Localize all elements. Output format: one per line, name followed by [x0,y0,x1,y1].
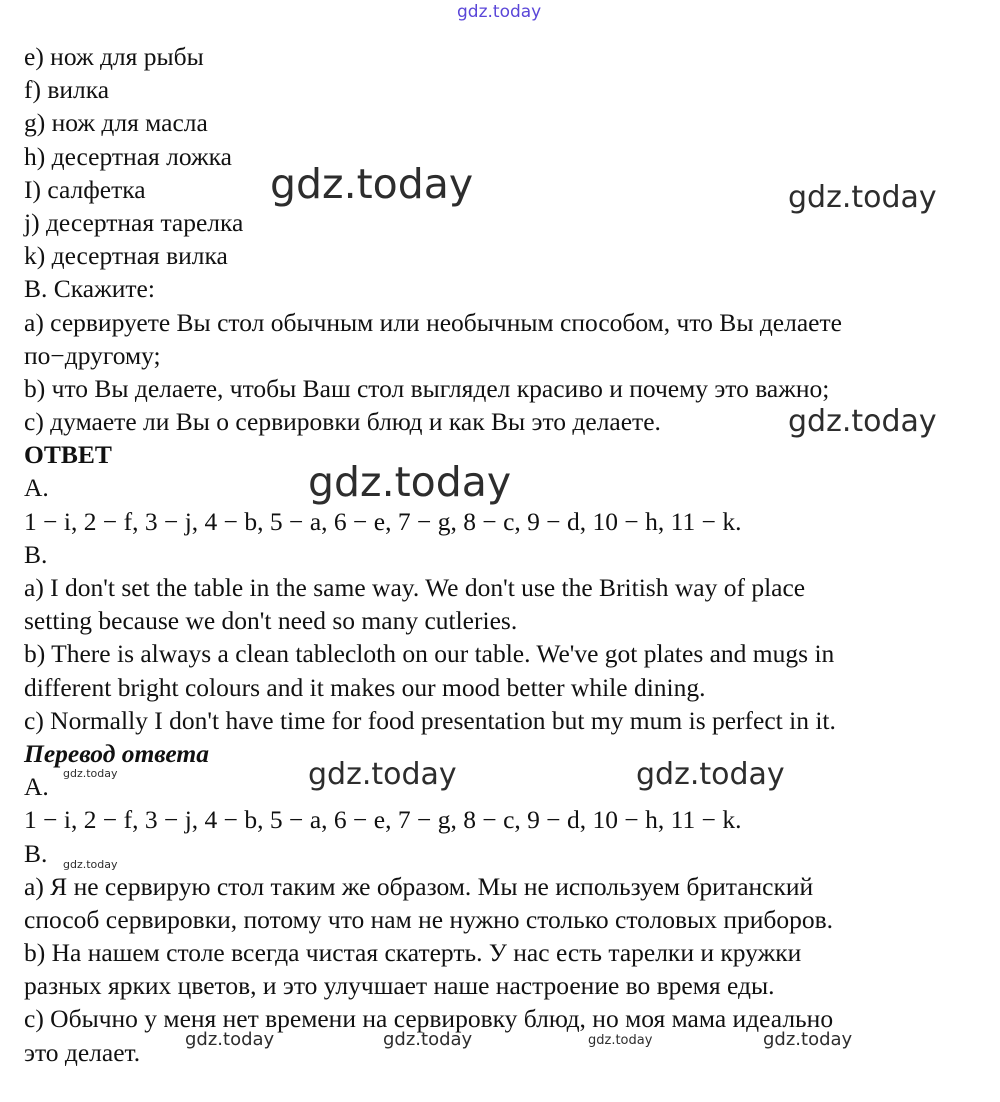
watermark: gdz.today [185,1029,275,1050]
text-line: разных ярких цветов, и это улучшает наше настроение во время еды. [24,971,775,1001]
section-heading: ОТВЕТ [24,440,112,470]
text-line: A. [24,473,49,503]
watermark: gdz.today [63,858,118,871]
watermark: gdz.today [636,757,785,792]
watermark: gdz.today [383,1029,473,1050]
text-line: f) вилка [24,75,110,105]
text-line: а) сервируете Вы стол обычным или необычным способом, что Вы делаете [24,307,842,337]
text-line: different bright colours and it makes our mood better while dining. [24,672,706,702]
watermark: gdz.today [63,767,118,780]
text-line: setting because we don't need so many cutleries. [24,606,518,636]
text-line: c) думаете ли Вы о сервировки блюд и как Вы это делаете. [24,407,661,437]
watermark: gdz.today [270,160,474,208]
text-line: a) Я не сервирую стол таким же образом. Мы не используем британский [24,871,814,901]
text-line: способ сервировки, потому что нам не нужно столько столовых приборов. [24,904,834,934]
watermark: gdz.today [763,1029,853,1050]
text-line: b) На нашем столе всегда чистая скатерть. У нас есть тарелки и кружки [24,938,802,968]
text-line: b) что Вы делаете, чтобы Ваш стол выглядел красиво и почему это важно; [24,373,830,403]
header-watermark: gdz.today [457,2,542,22]
watermark: gdz.today [308,757,457,792]
text-line: h) десертная ложка [24,141,232,171]
text-line: B. [24,539,48,569]
text-line: g) нож для масла [24,108,208,138]
text-line: 1 − i, 2 − f, 3 − j, 4 − b, 5 − a, 6 − e, 7 − g, 8 − c, 9 − d, 10 − h, 11 − k. [24,506,742,536]
text-line: a) I don't set the table in the same way. We don't use the British way of place [24,573,806,602]
text-line: B. [24,838,48,868]
text-line: b) There is always a clean tablecloth on our table. We've got plates and mugs in [24,639,835,669]
watermark: gdz.today [788,180,937,215]
text-line: A. [24,772,49,802]
text-line: B. Скажите: [24,274,155,304]
text-line: I) салфетка [24,174,146,204]
text-line: c) Обычно у меня нет времени на сервировку блюд, но моя мама идеально [24,1004,834,1034]
text-line: k) десертная вилка [24,241,228,271]
watermark: gdz.today [308,458,512,506]
text-line: по−другому; [24,340,161,370]
watermark: gdz.today [788,404,937,439]
text-line: e) нож для рыбы [24,42,204,71]
text-line: 1 − i, 2 − f, 3 − j, 4 − b, 5 − a, 6 − e, 7 − g, 8 − c, 9 − d, 10 − h, 11 − k. [24,805,742,835]
text-line: это делает. [24,1037,141,1067]
text-line: j) десертная тарелка [24,207,244,237]
text-line: c) Normally I don't have time for food presentation but my mum is perfect in it. [24,705,836,735]
section-heading: Перевод ответа [24,738,209,768]
watermark: gdz.today [588,1033,653,1048]
